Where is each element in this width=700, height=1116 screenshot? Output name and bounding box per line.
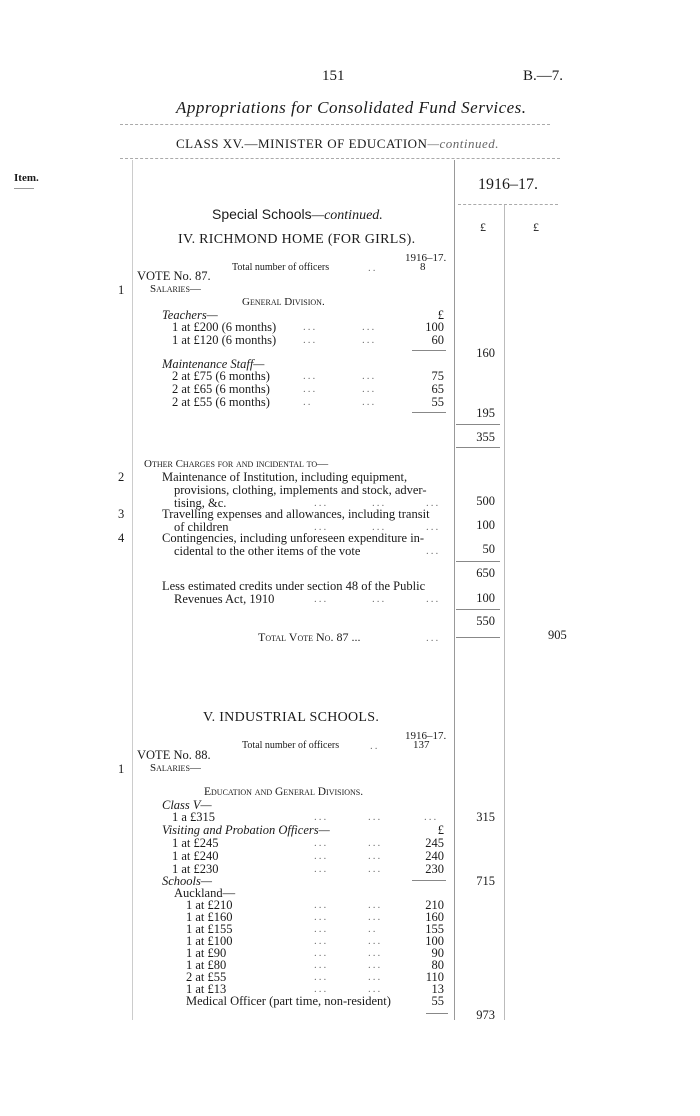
richmond-oc1-line3: tising, &c. — [174, 496, 227, 510]
leader-dots: ... — [368, 947, 383, 959]
leader-dots: ... — [372, 497, 387, 509]
total-rule — [456, 637, 500, 638]
richmond-teachers-total: 160 — [476, 346, 495, 360]
auckland-6-amount: 80 — [431, 958, 444, 972]
richmond-maintenance-total: 195 — [476, 406, 495, 420]
leader-dots: ... — [314, 911, 329, 923]
auckland-7-label: 2 at £55 — [186, 970, 227, 984]
leader-dots: ... — [314, 947, 329, 959]
industrial-officers-year: 1916–17. — [405, 730, 447, 742]
industrial-visiting-1-amount: 245 — [425, 836, 444, 850]
leader-dots: ... — [368, 959, 383, 971]
leader-dots: ... — [362, 370, 377, 382]
leader-dots: ... — [426, 632, 441, 644]
richmond-oc2-line1: Travelling expenses and allowances, including transit — [162, 507, 430, 521]
industrial-divisions: Education and General Divisions. — [204, 786, 364, 798]
richmond-salaries-total: 355 — [476, 430, 495, 444]
auckland-1-label: 1 at £210 — [186, 898, 233, 912]
leader-dots: ... — [368, 911, 383, 923]
richmond-oc3-amount: 50 — [482, 542, 495, 556]
class-heading — [176, 136, 499, 152]
industrial-class-v: Class V— — [162, 798, 212, 812]
leader-dots: .. — [368, 262, 378, 274]
industrial-visiting-3-amount: 230 — [425, 862, 444, 876]
leader-dots: ... — [314, 811, 329, 823]
richmond-maintenance: Maintenance Staff— — [162, 357, 265, 371]
richmond-oc1-line2: provisions, clothing, implements and stock, adver- — [174, 483, 427, 497]
medical-officer-amount: 55 — [431, 994, 444, 1008]
leader-dots: ... — [314, 850, 329, 862]
richmond-oc1-amount: 500 — [476, 494, 495, 508]
auckland-4-label: 1 at £100 — [186, 934, 233, 948]
industrial-pound: £ — [437, 823, 444, 837]
total-rule — [456, 447, 500, 448]
richmond-item-1: 1 — [118, 283, 125, 297]
pound-column-1: £ — [480, 220, 486, 234]
leader-dots: ... — [314, 923, 329, 935]
auckland-5-label: 1 at £90 — [186, 946, 227, 960]
amount-column-divider-right — [504, 205, 505, 1020]
item-column-divider — [132, 160, 133, 1020]
richmond-officers-label: Total number of officers — [232, 262, 330, 273]
auckland-8-amount: 13 — [431, 982, 444, 996]
industrial-class-v-1-label: 1 a £315 — [172, 810, 216, 824]
table-top-rule — [120, 158, 560, 159]
industrial-vote: VOTE No. 88. — [137, 748, 211, 762]
item-column-label: Item. — [14, 172, 39, 184]
subtotal-rule — [426, 1013, 448, 1014]
richmond-maint-2-label: 2 at £65 (6 months) — [172, 382, 270, 396]
richmond-maint-1-label: 2 at £75 (6 months) — [172, 369, 270, 383]
leader-dots: ... — [372, 521, 387, 533]
leader-dots: ... — [426, 593, 441, 605]
subtotal-rule — [412, 880, 446, 881]
richmond-item-2: 2 — [118, 470, 125, 484]
auckland-3-amount: 155 — [425, 922, 444, 936]
richmond-maint-3-amount: 55 — [431, 395, 444, 409]
leader-dots: ... — [368, 837, 383, 849]
richmond-officers-count: 8 — [420, 261, 426, 273]
pound-column-2: £ — [533, 220, 539, 234]
richmond-net: 550 — [476, 614, 495, 628]
leader-dots: ... — [314, 899, 329, 911]
auckland-8-label: 1 at £13 — [186, 982, 227, 996]
medical-officer-label: Medical Officer (part time, non-resident) — [186, 994, 391, 1008]
auckland-2-amount: 160 — [425, 910, 444, 924]
industrial-visiting-1-label: 1 at £245 — [172, 836, 219, 850]
year-label-rule — [458, 204, 558, 205]
richmond-vote: VOTE No. 87. — [137, 269, 211, 283]
amount-column-divider-left — [454, 160, 455, 1020]
richmond-less-line1: Less estimated credits under section 48 of the Public — [162, 579, 426, 593]
auckland-3-label: 1 at £155 — [186, 922, 233, 936]
richmond-oc3-line2: cidental to the other items of the vote — [174, 544, 361, 558]
leader-dots: ... — [314, 959, 329, 971]
total-rule — [456, 424, 500, 425]
leader-dots: ... — [426, 497, 441, 509]
auckland-7-amount: 110 — [425, 970, 444, 984]
industrial-item-1: 1 — [118, 762, 125, 776]
richmond-general-division: General Division. — [242, 296, 325, 308]
industrial-visiting-2-amount: 240 — [425, 849, 444, 863]
leader-dots: ... — [314, 593, 329, 605]
class-line: CLASS XV.—MINISTER OF EDUCATION — [176, 136, 428, 151]
auckland-1-amount: 210 — [425, 898, 444, 912]
industrial-title: V. INDUSTRIAL SCHOOLS. — [203, 710, 380, 725]
richmond-other-charges: Other Charges for and incidental to— — [144, 458, 329, 470]
industrial-class-v-1-amount: 315 — [476, 810, 495, 824]
year-column-label: 1916–17. — [478, 176, 538, 193]
richmond-oc3-line1: Contingencies, including unforeseen expenditure in- — [162, 531, 425, 545]
industrial-visiting-total: 715 — [476, 874, 495, 888]
industrial-officers-label: Total number of officers — [242, 740, 340, 751]
richmond-subtotal: 650 — [476, 566, 495, 580]
document-ref: B.—7. — [523, 68, 564, 84]
leader-dots: ... — [368, 971, 383, 983]
richmond-maint-1-amount: 75 — [431, 369, 444, 383]
richmond-teacher-2-amount: 60 — [431, 333, 444, 347]
richmond-total-label: Total Vote No. 87 ... — [258, 630, 361, 644]
richmond-title: IV. RICHMOND HOME (FOR GIRLS). — [178, 232, 416, 247]
richmond-less-line2: Revenues Act, 1910 — [174, 592, 275, 606]
richmond-salaries: Salaries— — [150, 283, 201, 295]
leader-dots: ... — [368, 850, 383, 862]
industrial-salaries: Salaries— — [150, 762, 201, 774]
leader-dots: ... — [314, 837, 329, 849]
class-continued: —continued. — [427, 136, 500, 151]
leader-dots: ... — [314, 497, 329, 509]
leader-dots: ... — [424, 811, 439, 823]
page-number: 151 — [322, 68, 345, 84]
leader-dots: ... — [426, 545, 441, 557]
auckland-6-label: 1 at £80 — [186, 958, 227, 972]
leader-dots: ... — [426, 521, 441, 533]
section-heading-text: Special Schools — [212, 206, 312, 222]
leader-dots: ... — [303, 334, 318, 346]
richmond-teacher-2-label: 1 at £120 (6 months) — [172, 333, 277, 347]
subtotal-rule — [412, 350, 446, 351]
richmond-teacher-1-amount: 100 — [425, 320, 444, 334]
richmond-item-3: 3 — [118, 507, 125, 521]
leader-dots: ... — [314, 971, 329, 983]
industrial-visiting-3-label: 1 at £230 — [172, 862, 219, 876]
richmond-teachers: Teachers— — [162, 308, 218, 322]
richmond-less-amount: 100 — [476, 591, 495, 605]
leader-dots: .. — [303, 396, 313, 408]
total-rule — [456, 609, 500, 610]
leader-dots: ... — [362, 383, 377, 395]
auckland-5-amount: 90 — [431, 946, 444, 960]
industrial-auckland: Auckland— — [174, 886, 236, 900]
richmond-oc2-amount: 100 — [476, 518, 495, 532]
richmond-teacher-1-label: 1 at £200 (6 months) — [172, 320, 277, 334]
header-rule — [120, 124, 550, 125]
leader-dots: ... — [368, 935, 383, 947]
leader-dots: ... — [303, 321, 318, 333]
industrial-schools: Schools— — [162, 874, 212, 888]
industrial-visiting: Visiting and Probation Officers— — [162, 823, 330, 837]
leader-dots: ... — [314, 521, 329, 533]
leader-dots: .. — [368, 923, 378, 935]
auckland-2-label: 1 at £160 — [186, 910, 233, 924]
leader-dots: ... — [303, 370, 318, 382]
richmond-item-4: 4 — [118, 531, 125, 545]
leader-dots: ... — [362, 321, 377, 333]
industrial-visiting-2-label: 1 at £240 — [172, 849, 219, 863]
richmond-pound: £ — [437, 308, 444, 322]
item-label-rule — [14, 188, 34, 189]
leader-dots: ... — [314, 935, 329, 947]
leader-dots: ... — [303, 383, 318, 395]
richmond-maint-3-label: 2 at £55 (6 months) — [172, 395, 270, 409]
leader-dots: ... — [368, 983, 383, 995]
leader-dots: ... — [368, 863, 383, 875]
auckland-total: 973 — [476, 1008, 495, 1022]
industrial-officers-count: 137 — [413, 739, 430, 751]
auckland-4-amount: 100 — [425, 934, 444, 948]
richmond-officers-year: 1916–17. — [405, 252, 447, 264]
section-heading — [212, 206, 383, 224]
richmond-oc1-line1: Maintenance of Institution, including equipment, — [162, 470, 408, 484]
leader-dots: ... — [362, 334, 377, 346]
section-heading-continued: —continued. — [311, 208, 383, 223]
leader-dots: ... — [362, 396, 377, 408]
total-rule — [456, 561, 500, 562]
leader-dots: ... — [314, 863, 329, 875]
leader-dots: ... — [368, 899, 383, 911]
subtotal-rule — [412, 412, 446, 413]
leader-dots: .. — [370, 740, 380, 752]
richmond-maint-2-amount: 65 — [431, 382, 444, 396]
page-title: Appropriations for Consolidated Fund Services. — [176, 98, 527, 117]
richmond-oc2-line2: of children — [174, 520, 229, 534]
leader-dots: ... — [372, 593, 387, 605]
richmond-total-amount: 905 — [548, 628, 567, 642]
leader-dots: ... — [368, 811, 383, 823]
leader-dots: ... — [314, 983, 329, 995]
